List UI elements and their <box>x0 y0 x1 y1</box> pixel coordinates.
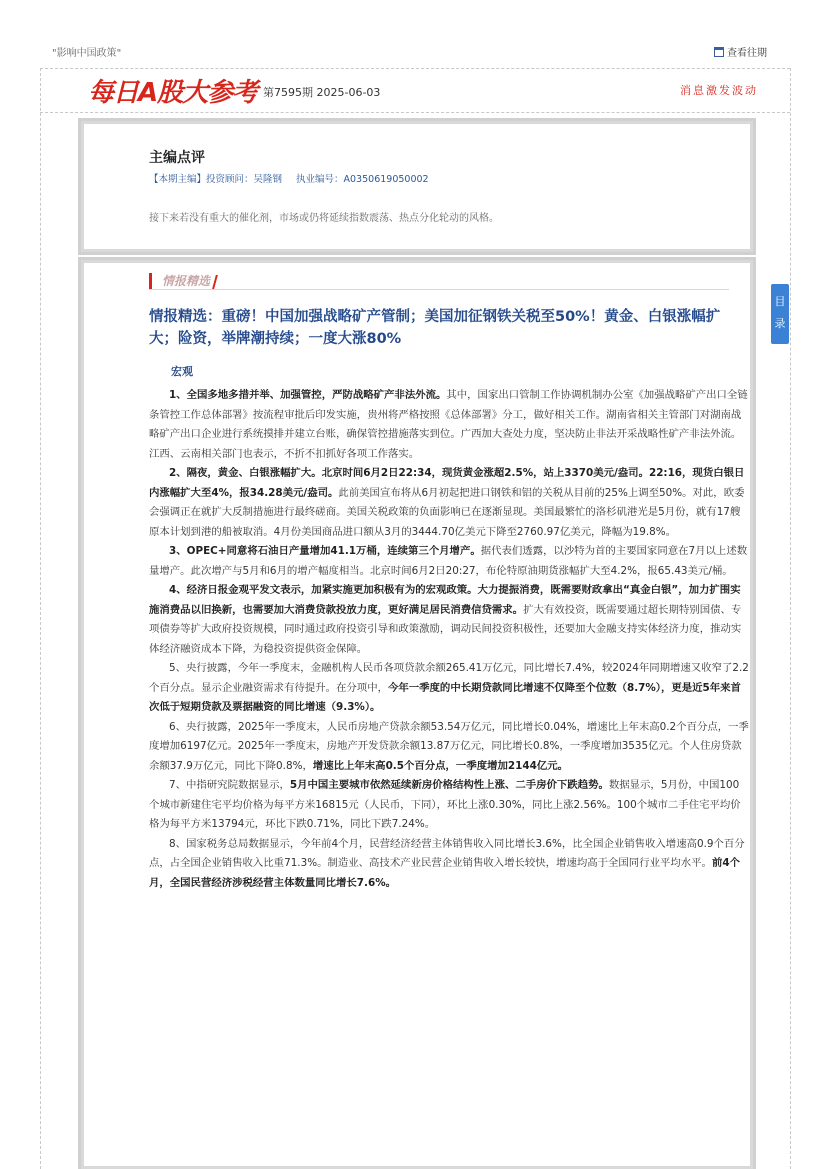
top-divider <box>40 68 790 69</box>
issue-info: 第7595期 2025-06-03 <box>263 86 381 99</box>
right-guide <box>790 68 791 1169</box>
intel-card <box>78 257 756 1169</box>
section-tag: 情报精选 <box>149 273 216 289</box>
section-tag-bar <box>149 270 729 290</box>
paragraph-5: 5、央行披露，今年一季度末，金融机构人民币各项贷款余额265.41万亿元，同比增长7.4%，较2024年同期增速又收窄了2.2个百分点。显示企业融资需求有待提升。在分项中，今年一季度的中长期贷款同比增速不仅降至个位数（8.7%），更是近5年来首次低于短期贷款及票据融资的同比增速（9.3%）。 <box>149 662 749 713</box>
header-divider <box>40 112 790 113</box>
paragraph-6: 6、央行披露，2025年一季度末，人民币房地产贷款余额53.54万亿元，同比增长0.04%，增速比上年末高0.2个百分点，一季度增加6197亿元。2025年一季度末，房地产开发贷款余额13.87万亿元，同比增长0.8%，一季度增加3535亿元。个人住房贷款余额37.9万亿元，同比下降0.8%，增速比上年末高0.5个百分点，一季度增加2144亿元。 <box>149 720 749 772</box>
editor-title: 主编点评 <box>149 150 205 166</box>
paragraph-1: 1、全国多地多措并举、加强管控，严防战略矿产非法外流。其中，国家出口管制工作协调机制办公室《加强战略矿产出口全链条管控工作总体部署》按流程审批后印发实施，贵州将严格按照《总体部署》分工，做好相关工作。湖南省相关主管部门对湖南战略矿产出口企业进行系统摸排并建立台账，确保管控措施落实到位。广西加大查处力度，坚决防止非法开采战略性矿产非法外流。江西、云南相关部门也表示，不折不扣抓好各项工作落实。 <box>149 389 748 460</box>
paragraph-8: 8、国家税务总局数据显示，今年前4个月，民营经济经营主体销售收入同比增长3.6%，比全国企业销售收入增速高0.9个百分点，占全国企业销售收入比重71.3%。制造业、高技术产业民营企业销售收入增长较快，增速均高于全国同行业平均水平。前4个月，全国民营经济涉税经营主体数量同比增长7.6%。 <box>149 837 745 889</box>
archive-link[interactable] <box>714 44 767 59</box>
toc-tab[interactable]: 目录 <box>771 284 789 344</box>
editor-role: 【本期主编】投资顾问：吴隆钢 <box>149 174 283 185</box>
editor-license: 执业编号：A0350619050002 <box>296 174 429 185</box>
paragraph-3: 3、OPEC+同意将石油日产量增加41.1万桶，连续第三个月增产。据代表们透露，以沙特为首的主要国家同意在7月以上述数量增产。此次增产与5月和6月的增产幅度相当。北京时间6月2日20:27，布伦特原油期货涨幅扩大至4.2%，报65.43美元/桶。 <box>149 545 748 577</box>
editor-meta <box>149 171 443 185</box>
slogan: 消息激发波动 <box>680 84 758 97</box>
section-macro: 宏观 <box>171 365 193 378</box>
left-guide <box>40 68 41 1169</box>
calendar-icon <box>714 47 724 57</box>
header-tagline: "影响中国政策" <box>52 48 122 59</box>
brand-logo: 每日A股大参考 <box>88 78 258 108</box>
archive-link-label: 查看往期 <box>727 48 767 59</box>
editor-card <box>78 118 756 255</box>
paragraph-2: 2、隔夜，黄金、白银涨幅扩大。北京时间6月2日22:34，现货黄金涨超2.5%，站上3370美元/盎司。22:16，现货白银日内涨幅扩大至4%，报34.28美元/盎司。此前美国宣布将从6月初起把进口钢铁和铝的关税从目前的25%上调至50%。对此，欧委会强调正在就扩大反制措施进行最终磋商。美国关税政策的负面影响已在逐渐显现。美国最繁忙的洛杉矶港光是5月份，就有17艘原本计划到港的船被取消。4月份美国商品进口额从3月的3444.70亿美元下降至2760.97亿美元，降幅为19.8%。 <box>149 467 745 538</box>
editor-comment: 接下来若没有重大的催化剂，市场或仍将延续指数震荡、热点分化轮动的风格。 <box>149 213 499 224</box>
paragraph-7: 7、中指研究院数据显示，5月中国主要城市依然延续新房价格结构性上涨、二手房价下跌趋势。数据显示，5月份，中国100个城市新建住宅平均价格为每平方米16815元（人民币，下同），环比上涨0.30%，同比上涨2.56%。100个城市二手住宅平均价格为每平方米13794元，环比下跌0.71%，同比下跌7.24%。 <box>149 779 741 830</box>
article-body <box>149 386 749 893</box>
article-headline: 情报精选：重磅！中国加强战略矿产管制；美国加征钢铁关税至50%！黄金、白银涨幅扩大；险资，举牌潮持续；一度大涨80% <box>149 309 721 347</box>
paragraph-4: 4、经济日报金观平发文表示，加紧实施更加积极有为的宏观政策。大力提振消费，既需要财政拿出“真金白银”，加力扩围实施消费品以旧换新，也需要加大消费贷款投放力度，更好满足居民消费信贷需求。扩大有效投资，既需要通过超长期特别国债、专项债券等扩大政府投资规模，同时通过政府投资引导和政策激励，调动民间投资积极性，还要加大金融支持实体经济力度，推动实体经济融资成本下降，为稳投资提供资金保障。 <box>149 584 742 655</box>
